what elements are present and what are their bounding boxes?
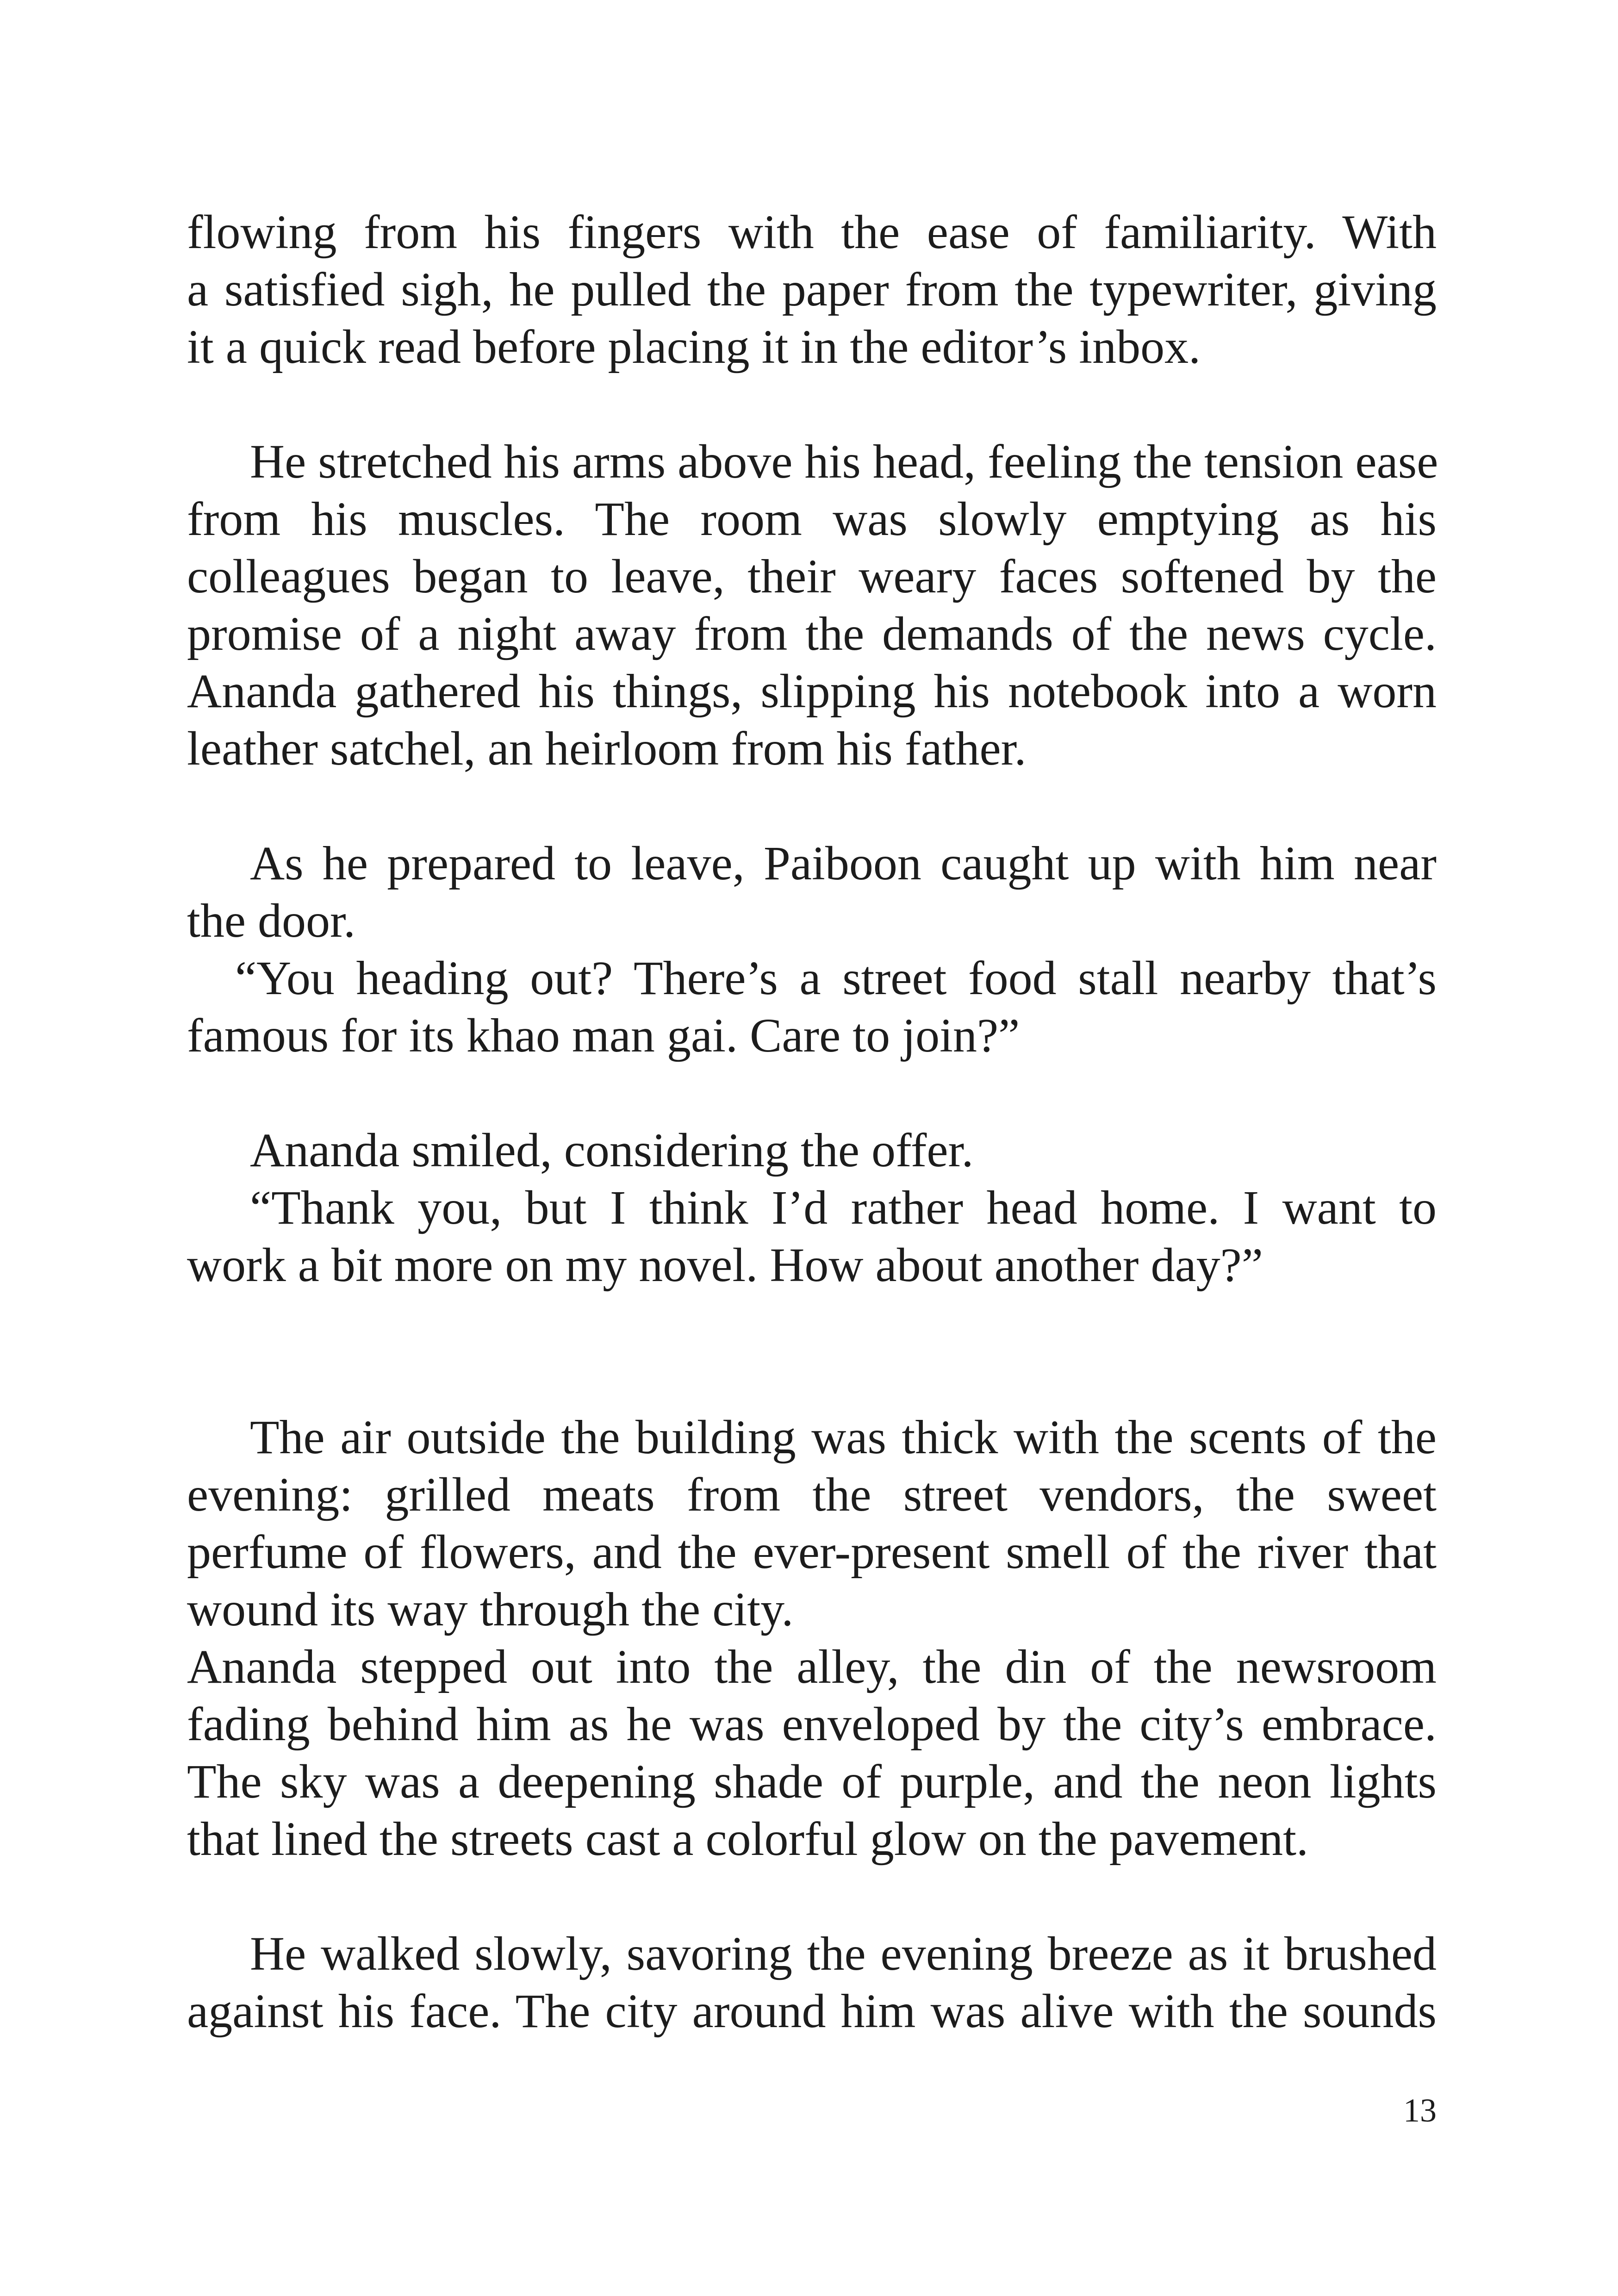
paragraph-gap — [187, 376, 1437, 433]
text-line: evening: grilled meats from the street vendors, the sweet — [187, 1468, 1437, 1521]
paragraph — [187, 433, 1437, 778]
paragraph — [187, 835, 1437, 950]
page-number: 13 — [1403, 2092, 1437, 2129]
text-line: Ananda stepped out into the alley, the din of the newsroom — [187, 1640, 1437, 1693]
text-line: fading behind him as he was enveloped by the city’s embrace. — [187, 1698, 1437, 1751]
text-line: perfume of flowers, and the ever-present smell of the river that — [187, 1525, 1437, 1579]
text-line: a satisfied sigh, he pulled the paper from the typewriter, giving — [187, 263, 1437, 316]
paragraph — [187, 1409, 1437, 1638]
text-line: that lined the streets cast a colorful glow on the pavement. — [187, 1812, 1309, 1866]
paragraph — [187, 1638, 1437, 1868]
paragraph — [187, 1122, 1437, 1179]
text-line: from his muscles. The room was slowly emptying as his — [187, 492, 1437, 546]
text-line: leather satchel, an heirloom from his father. — [187, 722, 1027, 775]
text-line: famous for its khao man gai. Care to join?” — [187, 1009, 1020, 1062]
text-line: He walked slowly, savoring the evening breeze as it brushed — [250, 1927, 1437, 1980]
text-line: work a bit more on my novel. How about another day?” — [187, 1238, 1263, 1292]
section-gap — [187, 1294, 1437, 1409]
text-line: He stretched his arms above his head, feeling the tension ease — [250, 435, 1438, 488]
text-line: flowing from his fingers with the ease of familiarity. With — [187, 205, 1437, 259]
paragraph — [187, 1179, 1437, 1294]
paragraph-gap — [187, 1868, 1437, 1925]
paragraph — [187, 204, 1437, 376]
paragraph-gap — [187, 1064, 1437, 1122]
text-line: wound its way through the city. — [187, 1583, 794, 1636]
text-line: Ananda smiled, considering the offer. — [250, 1124, 974, 1177]
text-line: against his face. The city around him was alive with the sounds — [187, 1985, 1437, 2038]
text-line: “You heading out? There’s a street food stall nearby that’s — [235, 952, 1437, 1005]
page-body — [187, 204, 1437, 2040]
text-line: it a quick read before placing it in the editor’s inbox. — [187, 320, 1201, 373]
text-line: As he prepared to leave, Paiboon caught up with him near — [250, 837, 1437, 890]
text-line: The air outside the building was thick with the scents of the — [250, 1411, 1437, 1464]
text-line: promise of a night away from the demands of the news cycle. — [187, 607, 1437, 660]
text-line: The sky was a deepening shade of purple, and the neon lights — [187, 1755, 1437, 1808]
text-line: “Thank you, but I think I’d rather head home. I want to — [250, 1181, 1437, 1234]
paragraph-gap — [187, 778, 1437, 835]
text-line: colleagues began to leave, their weary faces softened by the — [187, 550, 1437, 603]
paragraph — [187, 1925, 1437, 2040]
text-line: Ananda gathered his things, slipping his notebook into a worn — [187, 665, 1437, 718]
paragraph — [187, 950, 1437, 1064]
text-line: the door. — [187, 894, 355, 947]
